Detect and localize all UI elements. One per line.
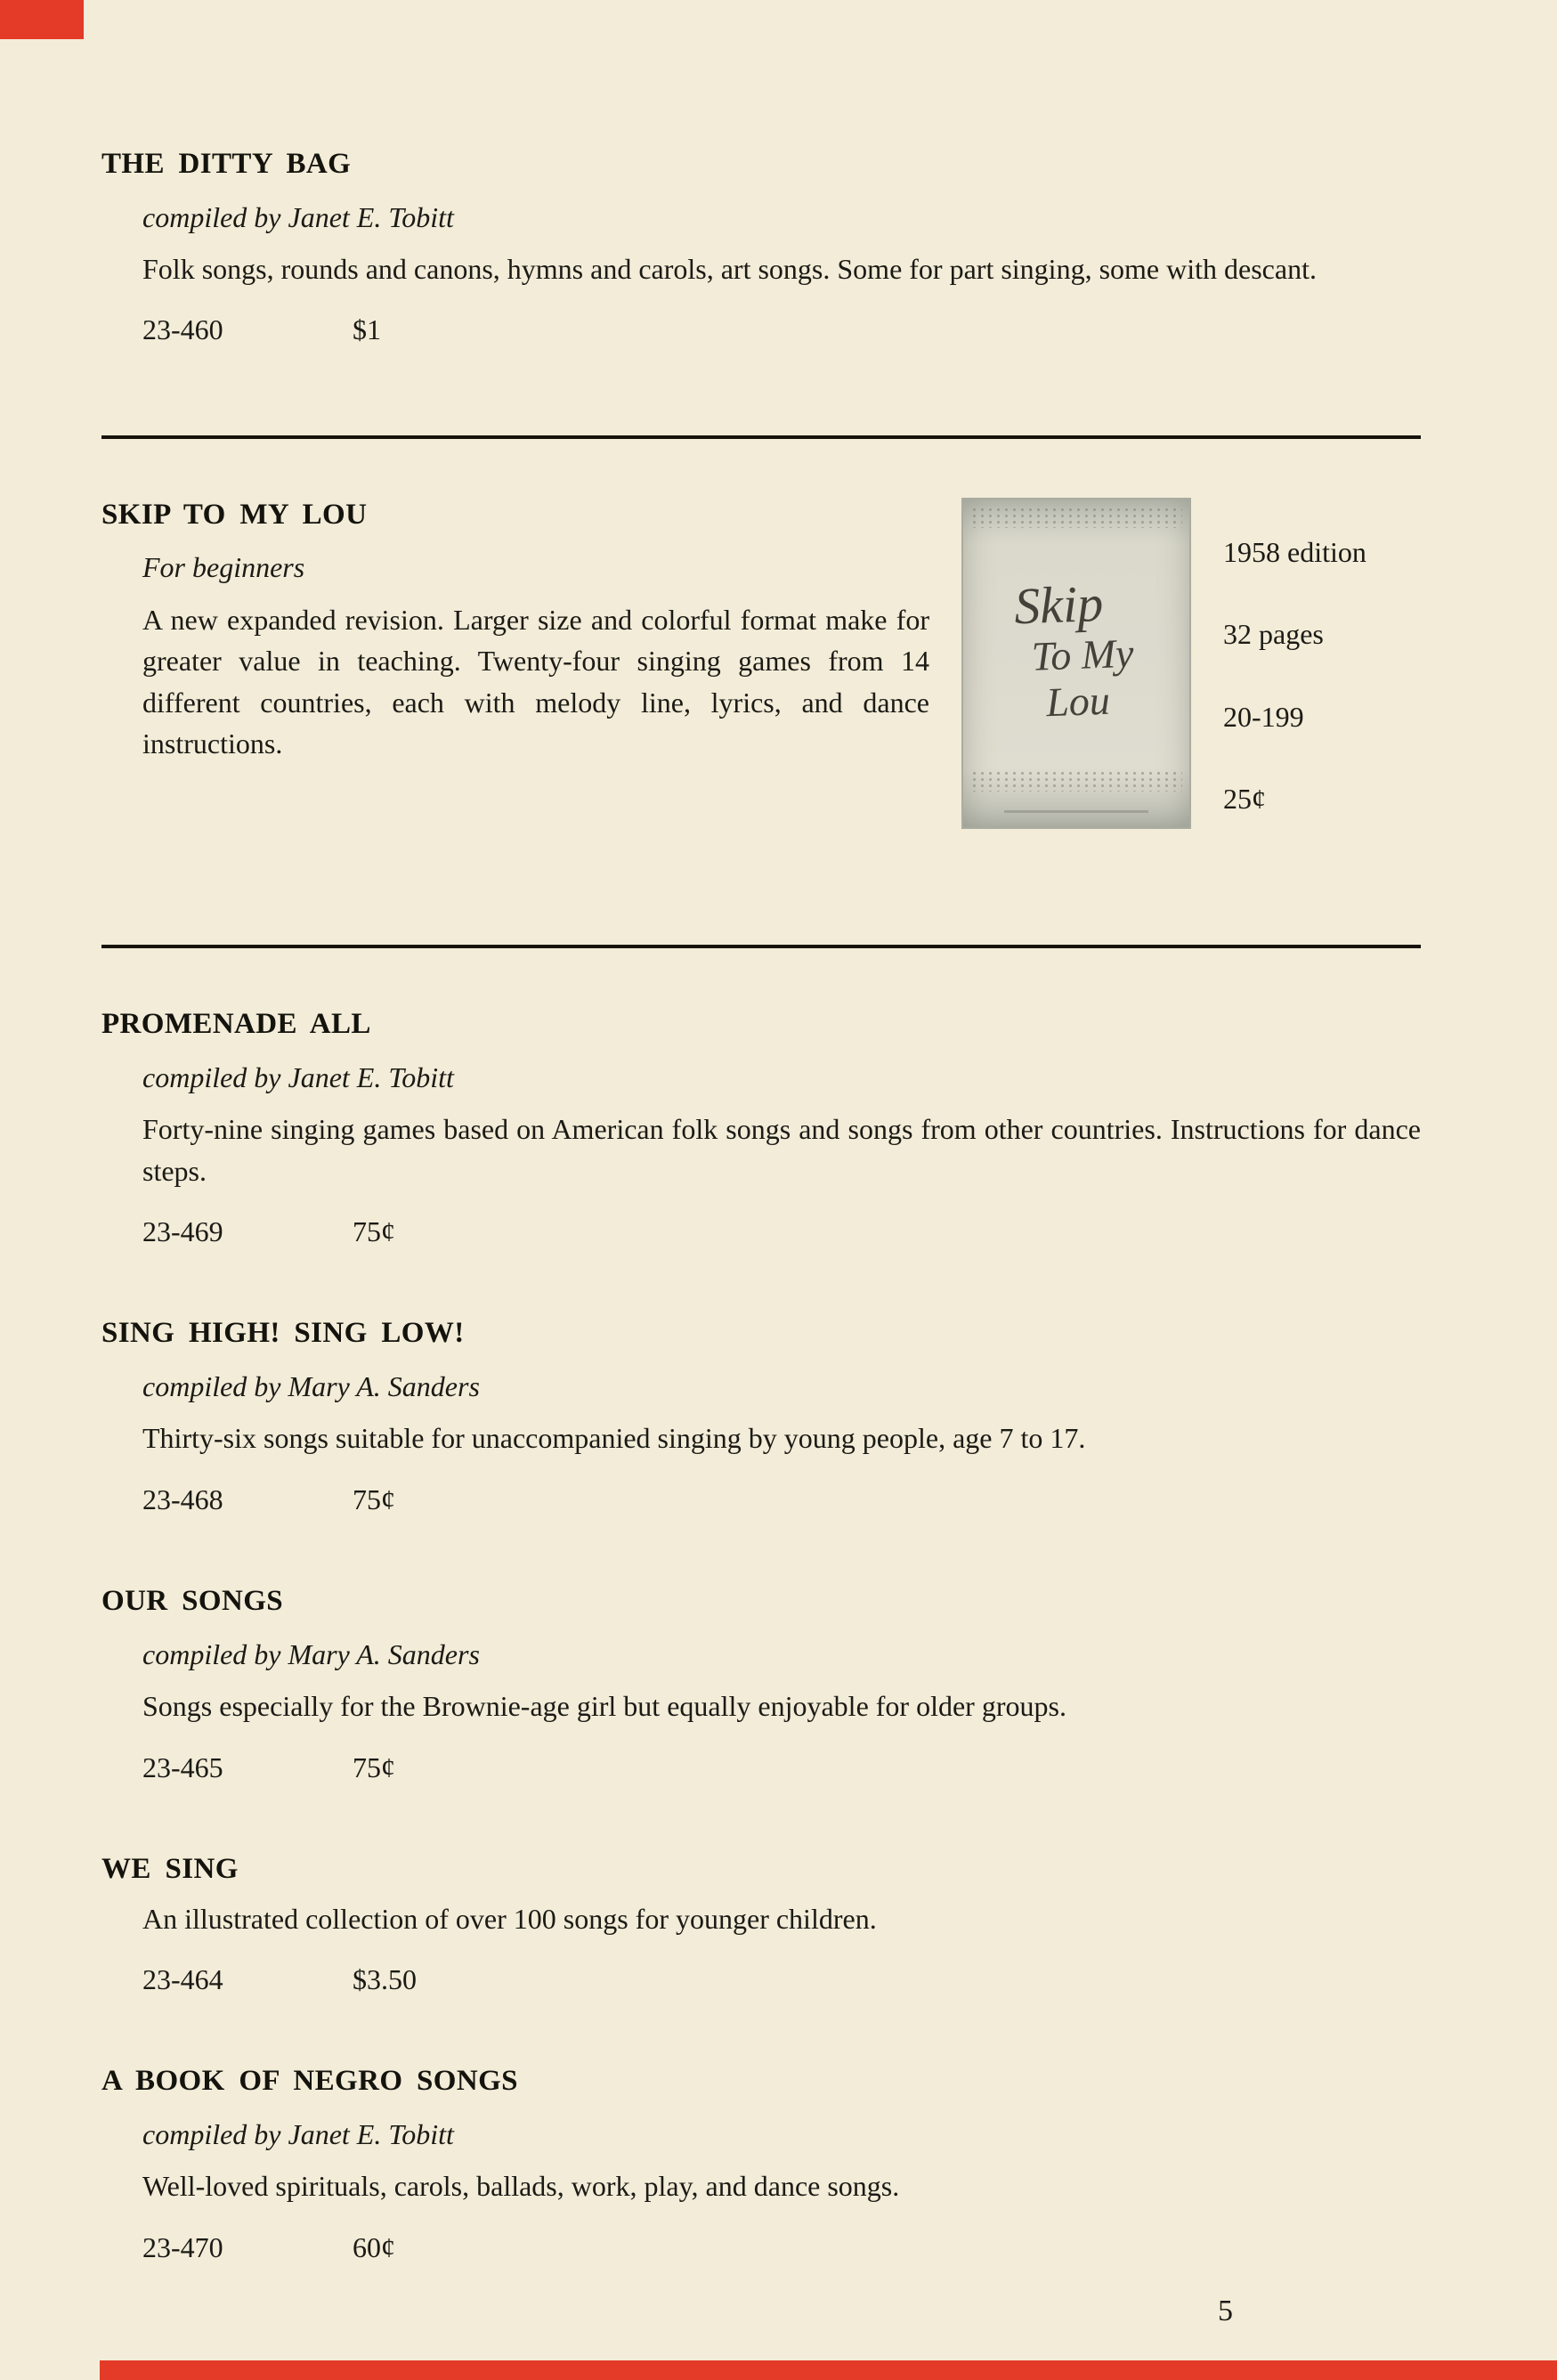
entry-pricing-row xyxy=(142,309,1421,350)
entry-body xyxy=(142,1366,1421,1520)
entry-body xyxy=(142,2114,1421,2268)
price: $3.50 xyxy=(353,1963,417,1995)
cover-title xyxy=(961,573,1191,727)
cover-title-line: Lou xyxy=(1045,677,1111,725)
entry-byline: compiled by Mary A. Sanders xyxy=(142,1370,480,1403)
entry-title: THE DITTY BAG xyxy=(101,148,352,180)
skip-text-column xyxy=(101,498,929,765)
entry-body xyxy=(142,1057,1421,1253)
entry-description: Songs especially for the Brownie-age girl but equally enjoyable for older groups. xyxy=(142,1690,1066,1723)
catalog-entry-skip-to-my-lou xyxy=(101,498,1421,861)
red-bottom-strip xyxy=(100,2360,1557,2380)
entry-description: Well-loved spirituals, carols, ballads, work, play, and dance songs. xyxy=(142,2170,900,2203)
entry-body xyxy=(142,1898,1421,2001)
entry-description: An illustrated collection of over 100 songs for younger children. xyxy=(142,1902,877,1935)
entry-byline: compiled by Janet E. Tobitt xyxy=(142,200,454,233)
entry-title: SKIP TO MY LOU xyxy=(101,498,368,531)
catalog-number: 23-465 xyxy=(142,1750,223,1783)
entry-pricing-row xyxy=(142,1959,1421,2000)
entry-description: Thirty-six songs suitable for unaccompanied singing by young people, age 7 to 17. xyxy=(142,1422,1086,1455)
catalog-number: 23-469 xyxy=(142,1215,223,1248)
red-corner-mark xyxy=(0,0,84,39)
catalog-entry-a-book-of-negro-songs xyxy=(101,2064,1421,2268)
cover-title-line: To My xyxy=(1030,630,1135,679)
section-rule xyxy=(101,945,1421,948)
price: 75¢ xyxy=(353,1482,395,1515)
price: 25¢ xyxy=(1223,782,1266,815)
entry-title: OUR SONGS xyxy=(101,1585,284,1618)
cover-title-line: Skip xyxy=(1013,573,1105,636)
entry-byline: compiled by Janet E. Tobitt xyxy=(142,1060,454,1093)
entry-pricing-row xyxy=(142,1747,1421,1788)
catalog-entry-the-ditty-bag xyxy=(101,147,1421,351)
entry-title: PROMENADE ALL xyxy=(101,1008,371,1041)
entry-title: A BOOK OF NEGRO SONGS xyxy=(101,2065,518,2098)
page-number: 5 xyxy=(1218,2295,1233,2327)
skip-columns xyxy=(101,498,1421,861)
price: $1 xyxy=(353,313,381,346)
catalog-entry-we-sing xyxy=(101,1852,1421,2000)
cover-texture-top xyxy=(970,507,1182,528)
entry-title: SING HIGH! SING LOW! xyxy=(101,1317,465,1350)
entry-pricing-row xyxy=(142,2227,1421,2268)
entry-byline: For beginners xyxy=(142,551,305,584)
entry-description: A new expanded revision. Larger size and colorful format make for greater value in teaching. Twenty-four singing games from 14 different countries, each with melody line, lyrics, and dance instructions. xyxy=(142,603,929,759)
catalog-entry-promenade-all xyxy=(101,1007,1421,1252)
catalog-number: 23-460 xyxy=(142,313,223,346)
entry-description: Forty-nine singing games based on American folk songs and songs from other countries. Instructions for dance steps. xyxy=(142,1113,1421,1187)
catalog-entry-sing-high-sing-low xyxy=(101,1316,1421,1520)
entry-body xyxy=(142,1634,1421,1788)
price: 75¢ xyxy=(353,1750,395,1783)
edition-label: 1958 edition xyxy=(1223,535,1366,568)
catalog-number: 23-464 xyxy=(142,1963,223,1995)
price: 75¢ xyxy=(353,1215,395,1248)
entry-body xyxy=(142,197,1421,351)
price: 60¢ xyxy=(353,2230,395,2263)
entry-pricing-row xyxy=(142,1211,1421,1252)
skip-details-column xyxy=(1223,498,1366,861)
catalog-number: 23-470 xyxy=(142,2230,223,2263)
page-count-label: 32 pages xyxy=(1223,618,1324,651)
entry-byline: compiled by Mary A. Sanders xyxy=(142,1637,480,1670)
cover-texture-bottom xyxy=(970,770,1182,792)
entry-pricing-row xyxy=(142,1479,1421,1520)
catalog-number: 20-199 xyxy=(1223,700,1304,733)
entry-byline: compiled by Janet E. Tobitt xyxy=(142,2117,454,2150)
entry-description: Folk songs, rounds and canons, hymns and carols, art songs. Some for part singing, some with descant. xyxy=(142,252,1317,285)
section-rule xyxy=(101,435,1421,439)
entry-title: WE SING xyxy=(101,1853,239,1886)
catalog-entry-our-songs xyxy=(101,1584,1421,1788)
catalog-number: 23-468 xyxy=(142,1482,223,1515)
cover-caption-line xyxy=(1004,810,1149,813)
book-cover-image xyxy=(961,498,1191,829)
